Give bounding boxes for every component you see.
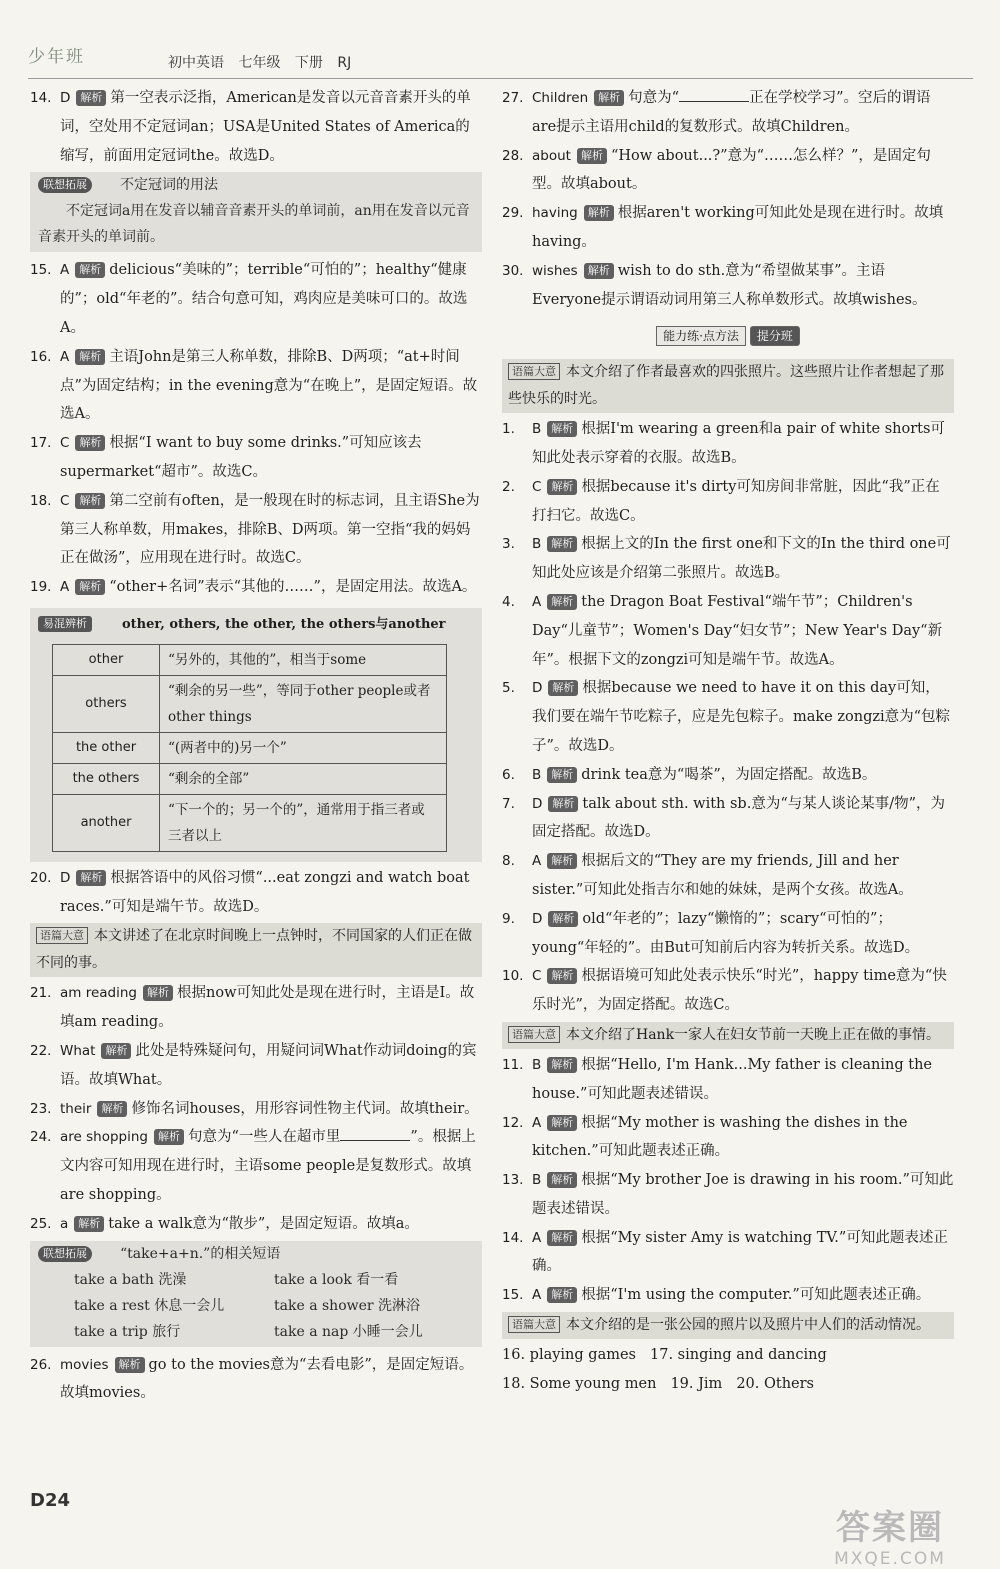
answer-item: 3. B 解析 根据上文的In the first one和下文的In the third one可知此处应该是介绍第二张照片。故选B。: [502, 536, 951, 582]
answer-item: 6. B 解析 drink tea意为“喝茶”，为固定搭配。故选B。: [502, 766, 877, 783]
blank-line: [679, 87, 749, 102]
site-watermark: 答案圈 MXQE.COM: [834, 1508, 946, 1569]
header-grade: 七年级: [238, 55, 281, 71]
answer-item: 8. A 解析 根据后文的“They are my friends, Jill and her sister.”可知此处指吉尔和她的妹妹，是两个女孩。故选A。: [502, 853, 913, 898]
answer-item: 7. D 解析 talk about sth. with sb.意为“与某人谈论某事/物”，为固定搭配。故选D。: [502, 795, 946, 841]
header-subject: 初中英语: [168, 55, 224, 71]
confusion-table: [52, 644, 447, 852]
answer-item: 19. A 解析 “other+名词”表示“其他的……”，是固定用法。故选A。: [30, 579, 477, 596]
answer-item: 27. Children 解析 句意为“ 正在学校学习”。空后的谓语are提示主语用child的复数形式。故填Children。: [502, 84, 954, 142]
phrase-grid: take a bath 洗澡 take a look 看一看 take a rest 休息一会儿 take a shower 洗淋浴 take a trip 旅行 take a nap 小睡一会儿: [74, 1271, 423, 1340]
answer-item: 21. am reading 解析 根据now可知此处是现在进行时，主语是I。故填am reading。: [30, 985, 475, 1031]
answer-item: 28. about 解析 “How about...?”意为“……怎么样？”，是固定句型。故填about。: [502, 147, 931, 193]
answer-item: 15. A 解析 根据“I'm using the computer.”可知此题表述正确。: [502, 1287, 931, 1304]
left-column: [30, 84, 482, 1408]
passage-summary: 语篇大意 本文介绍的是一张公园的照片以及照片中人们的活动情况。: [502, 1312, 954, 1339]
answer-item: 11. B 解析 根据“Hello, I'm Hank...My father is cleaning the house.”可知此题表述错误。: [502, 1056, 933, 1102]
passage-summary: 语篇大意 本文介绍了Hank一家人在妇女节前一天晚上正在做的事情。: [502, 1022, 954, 1049]
answer-item: 17. C 解析 根据“I want to buy some drinks.”可知应该去supermarket“超市”。故选C。: [30, 435, 422, 480]
passage-summary: 语篇大意 本文讲述了在北京时间晚上一点钟时，不同国家的人们正在做不同的事。: [30, 923, 482, 977]
answer-row: 18. Some young men 19. Jim 20. Others: [502, 1375, 814, 1392]
page-number: D24: [30, 1490, 70, 1511]
extension-box: 联想拓展 不定冠词的用法 不定冠词a用在发音以辅音音素开头的单词前，an用在发音以元音音素开头的单词前。: [30, 172, 482, 252]
table-row: the other “(两者中的)另一个”: [53, 732, 447, 763]
header-info: [168, 52, 351, 72]
section-banner: 能力练·点方法 提分班: [502, 322, 954, 351]
answer-row: 16. playing games 17. singing and dancing: [502, 1347, 827, 1364]
answer-item: 9. D 解析 old“年老的”；lazy“懒惰的”；scary“可怕的”；young“年轻的”。由But可知前后内容为转折关系。故选D。: [502, 910, 920, 956]
header-edition: RJ: [337, 55, 352, 71]
answer-item: 2. C 解析 根据because it's dirty可知房间非常脏，因此“我”正在打扫它。故选C。: [502, 478, 940, 524]
extension-box: 联想拓展 “take+a+n.”的相关短语 take a bath 洗澡 take a look 看一看 take a rest 休息一会儿 take a shower 洗淋浴 take a trip 旅行 take a nap 小睡一会儿: [30, 1241, 482, 1347]
answer-item: 1. B 解析 根据I'm wearing a green和a pair of white shorts可知此处表示穿着的衣服。故选B。: [502, 421, 945, 466]
answer-item: 18. C 解析 第二空前有often，是一般现在时的标志词，且主语She为第三人称单数，用makes，排除B、D两项。第一空指“我的妈妈正在做汤”，应用现在进行时。故选C。: [30, 492, 480, 567]
answer-item: 13. B 解析 根据“My brother Joe is drawing in his room.”可知此题表述错误。: [502, 1172, 954, 1217]
table-row: others “剩余的另一些”，等同于other people或者other things: [53, 675, 447, 732]
answer-item: 10. C 解析 根据语境可知此处表示快乐“时光”，happy time意为“快乐时光”，为固定搭配。故选C。: [502, 968, 947, 1014]
passage-summary: 语篇大意 本文介绍了作者最喜欢的四张照片。这些照片让作者想起了那些快乐的时光。: [502, 359, 954, 413]
table-row: other “另外的，其他的”，相当于some: [53, 644, 447, 675]
confusion-box: 易混辨析 other, others, the other, the others与another other “另外的，其他的”，相当于some others “剩余的另一些”，等同于other people或者other things the other “(两者中的)另一个” the others “剩余的全部” another “下一个的；另一个的”，通常用于指三者或三者以上: [30, 608, 482, 862]
answer-item: 30. wishes 解析 wish to do sth.意为“希望做某事”。主语Everyone提示谓语动词用第三人称单数形式。故填wishes。: [502, 262, 927, 308]
blank-line: [340, 1126, 410, 1141]
answer-item: 16. A 解析 主语John是第三人称单数，排除B、D两项；“at+时间点”为固定结构；in the evening意为“在晚上”，是固定短语。故选A。: [30, 348, 478, 423]
answer-item: 26. movies 解析 go to the movies意为“去看电影”，是固定短语。故填movies。: [30, 1356, 474, 1402]
table-row: the others “剩余的全部”: [53, 763, 447, 794]
answer-item: 12. A 解析 根据“My mother is washing the dishes in the kitchen.”可知此题表述正确。: [502, 1114, 908, 1160]
answer-item: 5. D 解析 根据because we need to have it on this day可知，我们要在端午节吃粽子，应是先包粽子。make zongzi意为“包粽子”。故选D。: [502, 680, 951, 754]
table-row: another “下一个的；另一个的”，通常用于指三者或三者以上: [53, 794, 447, 851]
right-column: [502, 84, 954, 1399]
answer-item: 15. A 解析 delicious“美味的”；terrible“可怕的”；healthy“健康的”；old“年老的”。结合句意可知，鸡肉应是美味可口的。故选A。: [30, 262, 468, 336]
answer-item: 29. having 解析 根据aren't working可知此处是现在进行时。故填having。: [502, 205, 944, 250]
answer-item: 20. D 解析 根据答语中的风俗习惯“...eat zongzi and watch boat races.”可知是端午节。故选D。: [30, 869, 470, 915]
analysis-tag: 解析: [76, 90, 106, 106]
answer-item: 25. a 解析 take a walk意为“散步”，是固定短语。故填a。: [30, 1215, 419, 1232]
answer-item: 24. are shopping 解析 句意为“一些人在超市里 ”。根据上文内容可知用现在进行时，主语some people是复数形式。故填are shopping。: [30, 1123, 482, 1209]
brand-logo: 少年班: [28, 47, 85, 67]
answer-item: 4. A 解析 the Dragon Boat Festival“端午节”；Children's Day“儿童节”；Women's Day“妇女节”；New Year's Day“新年”。根据下文的zongzi可知是端午节。故选A。: [502, 593, 943, 668]
answer-item: 14. A 解析 根据“My sister Amy is watching TV.”可知此题表述正确。: [502, 1229, 948, 1275]
answer-item: 14. D 解析 第一空表示泛指，American是发音以元音音素开头的单词，空处用不定冠词an；USA是United States of America的缩写，前面用定冠词the。故选D。: [30, 90, 471, 164]
header-volume: 下册: [294, 55, 323, 71]
answer-item: 23. their 解析 修饰名词houses，用形容词性物主代词。故填their。: [30, 1100, 479, 1117]
header-divider: [28, 78, 973, 79]
answer-item: 22. What 解析 此处是特殊疑问句，用疑问词What作动词doing的宾语。故填What。: [30, 1042, 477, 1088]
page-header: [0, 0, 1000, 90]
